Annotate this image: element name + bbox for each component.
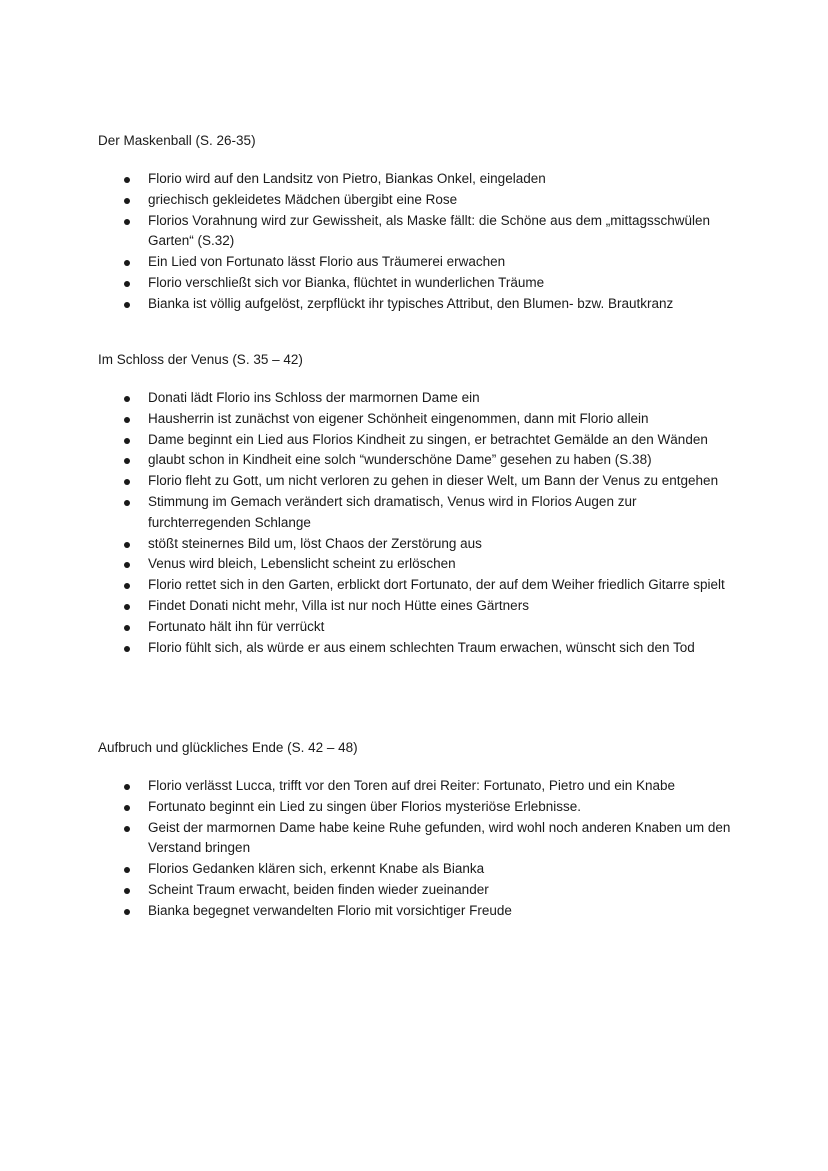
bullet-icon — [124, 281, 130, 287]
list-item — [98, 169, 738, 190]
list-item-text: Dame beginnt ein Lied aus Florios Kindheit zu singen, er betrachtet Gemälde an den Wänden — [148, 431, 708, 447]
bullet-icon — [124, 542, 130, 548]
bullet-icon — [124, 888, 130, 894]
list-item — [98, 617, 738, 638]
list-item-text: Stimmung im Gemach verändert sich dramatisch, Venus wird in Florios Augen zur furchterregenden Schlange — [148, 493, 637, 530]
bullet-icon — [124, 500, 130, 506]
list-item-text: Findet Donati nicht mehr, Villa ist nur noch Hütte eines Gärtners — [148, 597, 529, 613]
bullet-icon — [124, 583, 130, 589]
list-item-text: Scheint Traum erwacht, beiden finden wieder zueinander — [148, 881, 489, 897]
list-item — [98, 273, 738, 294]
bullet-icon — [124, 260, 130, 266]
list-item-text: Florio rettet sich in den Garten, erblickt dort Fortunato, der auf dem Weiher friedlich Gitarre spielt — [148, 577, 725, 593]
list-item — [98, 190, 738, 211]
list-item — [98, 901, 738, 922]
list-item — [98, 430, 738, 451]
list-item — [98, 880, 738, 901]
list-item — [98, 450, 738, 471]
bullet-icon — [124, 604, 130, 610]
list-item-text: Florio fühlt sich, als würde er aus einem schlechten Traum erwachen, wünscht sich den Tod — [148, 639, 695, 655]
list-item-text: Fortunato beginnt ein Lied zu singen über Florios mysteriöse Erlebnisse. — [148, 798, 581, 814]
section-maskenball — [98, 130, 738, 315]
list-item-text: Florios Gedanken klären sich, erkennt Knabe als Bianka — [148, 861, 485, 877]
list-item — [98, 859, 738, 880]
bullet-icon — [124, 805, 130, 811]
bullet-icon — [124, 302, 130, 308]
bullet-icon — [124, 177, 130, 183]
list-item — [98, 211, 738, 253]
bullet-icon — [124, 625, 130, 631]
bullet-icon — [124, 826, 130, 832]
list-item-text: Ein Lied von Fortunato lässt Florio aus Träumerei erwachen — [148, 254, 506, 270]
bullet-icon — [124, 198, 130, 204]
list-item-text: Bianka begegnet verwandelten Florio mit vorsichtiger Freude — [148, 902, 512, 918]
list-item — [98, 596, 738, 617]
list-item — [98, 575, 738, 596]
bullet-icon — [124, 219, 130, 225]
list-item-text: Fortunato hält ihn für verrückt — [148, 618, 325, 634]
bullet-icon — [124, 438, 130, 444]
section-heading: Im Schloss der Venus (S. 35 – 42) — [98, 352, 303, 367]
list-item — [98, 388, 738, 409]
list-item — [98, 554, 738, 575]
bullet-icon — [124, 867, 130, 873]
list-item-text: Venus wird bleich, Lebenslicht scheint zu erlöschen — [148, 556, 456, 572]
list-item-text: glaubt schon in Kindheit eine solch “wunderschöne Dame” gesehen zu haben (S.38) — [148, 452, 652, 468]
list-item-text: stößt steinernes Bild um, löst Chaos der Zerstörung aus — [148, 535, 482, 551]
bullet-icon — [124, 562, 130, 568]
bullet-list — [98, 388, 738, 658]
section-heading: Der Maskenball (S. 26-35) — [98, 133, 256, 148]
bullet-icon — [124, 479, 130, 485]
list-item-text: Florio verlässt Lucca, trifft vor den Toren auf drei Reiter: Fortunato, Pietro und ein Knabe — [148, 778, 676, 793]
list-item — [98, 252, 738, 273]
list-item — [98, 534, 738, 555]
bullet-icon — [124, 458, 130, 464]
list-item — [98, 776, 738, 797]
list-item-text: Geist der marmornen Dame habe keine Ruhe gefunden, wird wohl noch anderen Knaben um den Verstand bringen — [148, 819, 731, 856]
bullet-icon — [124, 417, 130, 423]
bullet-icon — [124, 784, 130, 790]
list-item — [98, 797, 738, 818]
section-schloss-der-venus — [98, 349, 738, 658]
list-item-text: Bianka ist völlig aufgelöst, zerpflückt ihr typisches Attribut, den Blumen- bzw. Brautkranz — [148, 295, 674, 311]
bullet-list — [98, 776, 738, 922]
list-item-text: Donati lädt Florio ins Schloss der marmornen Dame ein — [148, 390, 480, 405]
bullet-icon — [124, 396, 130, 402]
list-item-text: griechisch gekleidetes Mädchen übergibt eine Rose — [148, 191, 458, 207]
list-item-text: Florios Vorahnung wird zur Gewissheit, als Maske fällt: die Schöne aus dem „mittagsschwülen Garten“ (S.32) — [148, 212, 711, 249]
list-item-text: Florio verschließt sich vor Bianka, flüchtet in wunderlichen Träume — [148, 274, 545, 290]
bullet-icon — [124, 909, 130, 915]
list-item — [98, 471, 738, 492]
section-heading: Aufbruch und glückliches Ende (S. 42 – 48) — [98, 740, 358, 755]
list-item — [98, 409, 738, 430]
list-item — [98, 294, 738, 315]
list-item-text: Hausherrin ist zunächst von eigener Schönheit eingenommen, dann mit Florio allein — [148, 410, 649, 426]
list-item-text: Florio fleht zu Gott, um nicht verloren zu gehen in dieser Welt, um Bann der Venus zu entgehen — [148, 473, 719, 489]
list-item — [98, 492, 738, 534]
bullet-list — [98, 169, 738, 315]
list-item — [98, 818, 738, 860]
list-item — [98, 638, 738, 659]
section-aufbruch — [98, 737, 738, 922]
list-item-text: Florio wird auf den Landsitz von Pietro, Biankas Onkel, eingeladen — [148, 171, 546, 186]
bullet-icon — [124, 646, 130, 652]
